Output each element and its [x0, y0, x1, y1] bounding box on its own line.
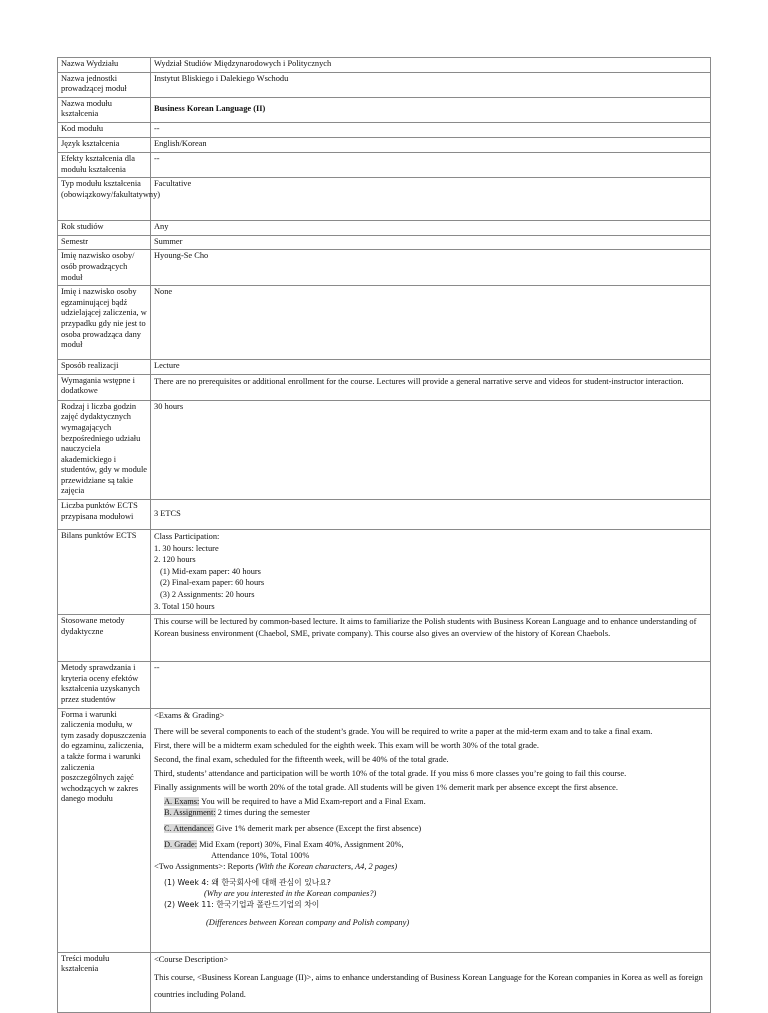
row-hours — [58, 400, 711, 499]
row-semester — [58, 235, 711, 250]
row-teaching-methods — [58, 615, 711, 662]
label-unit: Nazwa jednostki prowadzącej moduł — [58, 72, 151, 97]
row-method — [58, 360, 711, 375]
balance-line: 1. 30 hours: lecture — [154, 543, 219, 553]
value-ects: 3 ETCS — [151, 500, 711, 530]
row-type — [58, 178, 711, 221]
value-faculty: Wydział Studiów Międzynarodowych i Politycznych — [151, 58, 711, 73]
row-module — [58, 97, 711, 122]
label-prereq: Wymagania wstępne i dodatkowe — [58, 374, 151, 400]
grading-text-exams: You will be required to have a Mid Exam-report and a Final Exam. — [199, 796, 426, 806]
row-language — [58, 137, 711, 152]
grading-text-grade-2: Attendance 10%, Total 100% — [211, 850, 310, 860]
label-lecturer: Imię nazwisko osoby/ osób prowadzących moduł — [58, 250, 151, 286]
label-assessment: Metody sprawdzania i kryteria oceny efektów kształcenia uzyskanych przez studentów — [58, 662, 151, 708]
value-code: -- — [151, 122, 711, 137]
label-examiner: Imię i nazwisko osoby egzaminującej bądź udzielającej zaliczenia, w przypadku gdy nie jest to osoba prowadząca dany moduł — [58, 286, 151, 360]
value-examiner: None — [151, 286, 711, 360]
week4-translation: (Why are you interested in the Korean companies?) — [204, 888, 377, 898]
row-grading — [58, 708, 711, 952]
value-hours: 30 hours — [151, 400, 711, 499]
assignment-week11 — [154, 899, 707, 910]
grading-items — [164, 796, 707, 861]
value-lecturer: Hyoung-Se Cho — [151, 250, 711, 286]
content-heading: <Course Description> — [154, 954, 229, 964]
grading-text-attendance: Give 1% demerit mark per absence (Except the first absence) — [213, 823, 422, 833]
week11-title: (2) Week 11: 한국기업과 폴란드기업의 차이 — [164, 899, 320, 909]
label-grading: Forma i warunki zaliczenia modułu, w tym zasady dopuszczenia do egzaminu, zaliczenia, a także forma i warunki zaliczenia poszczególnych zajęć wchodzących w zakres danego modułu — [58, 708, 151, 952]
row-prereq — [58, 374, 711, 400]
grading-heading: <Exams & Grading> — [154, 710, 225, 720]
value-content — [151, 952, 711, 1012]
label-type: Typ modułu kształcenia (obowiązkowy/fakultatywny) — [58, 178, 151, 221]
value-outcomes: -- — [151, 152, 711, 177]
assignment-week4 — [154, 877, 707, 899]
value-semester: Summer — [151, 235, 711, 250]
two-assignments-label: <Two Assignments>: Reports — [154, 861, 256, 871]
value-teaching-methods: This course will be lectured by common-based lecture. It aims to familiarize the Polish students with Business Korean Language and to enhance understanding of Korean business environment (Chaebol, SME, private company). This course also gives an overview of the history of Korean Chaebols. — [151, 615, 711, 662]
balance-line: 3. Total 150 hours — [154, 601, 215, 611]
label-hours: Rodzaj i liczba godzin zajęć dydaktycznych wymagających bezpośredniego udziału nauczyciela akademickiego i studentów, gdy w module przewidziane są takie zajęcia — [58, 400, 151, 499]
balance-line: Class Participation: — [154, 532, 220, 542]
row-balance — [58, 530, 711, 615]
grading-paragraph: Third, students’ attendance and participation will be worth 10% of the total grade. If you miss 6 more classes you’re going to fail this course. — [154, 768, 627, 778]
value-unit: Instytut Bliskiego i Dalekiego Wschodu — [151, 72, 711, 97]
grading-item-attendance — [164, 823, 707, 834]
row-lecturer — [58, 250, 711, 286]
week4-title: (1) Week 4: 왜 한국회사에 대해 관심이 있나요? — [164, 877, 331, 887]
label-content: Treści modułu kształcenia — [58, 952, 151, 1012]
row-code — [58, 122, 711, 137]
row-ects — [58, 500, 711, 530]
row-outcomes — [58, 152, 711, 177]
balance-line: (3) 2 Assignments: 20 hours — [160, 590, 255, 600]
value-language: English/Korean — [151, 137, 711, 152]
grading-paragraph: Second, the final exam, scheduled for the fifteenth week, will be 40% of the total grade. — [154, 754, 449, 764]
label-code: Kod modułu — [58, 122, 151, 137]
label-outcomes: Efekty kształcenia dla modułu kształcenia — [58, 152, 151, 177]
grading-label-grade: D. Grade: — [164, 839, 198, 849]
value-module: Business Korean Language (II) — [154, 104, 266, 114]
grading-item-grade — [164, 839, 707, 850]
content-text: This course, <Business Korean Language (II)>, aims to enhance understanding of Business Korean Language for the Korean companies in Korea as well as foreign countries including Poland. — [154, 972, 703, 999]
balance-line: 2. 120 hours — [154, 555, 196, 565]
label-language: Język kształcenia — [58, 137, 151, 152]
grading-text-assignment: 2 times during the semester — [215, 807, 310, 817]
value-balance — [151, 530, 711, 615]
grading-label-assignment: B. Assignment: — [164, 807, 216, 817]
row-assessment — [58, 662, 711, 708]
row-content — [58, 952, 711, 1012]
grading-text-grade: Mid Exam (report) 30%, Final Exam 40%, Assignment 20%, — [197, 839, 404, 849]
value-grading — [151, 708, 711, 952]
value-method: Lecture — [151, 360, 711, 375]
two-assignments-note: (With the Korean characters, A4, 2 pages) — [255, 861, 398, 871]
balance-line: (2) Final-exam paper: 60 hours — [160, 578, 265, 588]
grading-label-exams: A. Exams: — [164, 796, 200, 806]
value-type: Facultative — [151, 178, 711, 221]
grading-paragraph: First, there will be a midterm exam scheduled for the eighth week. This exam will be worth 30% of the total grade. — [154, 740, 539, 750]
grading-item-assignment — [164, 807, 707, 818]
label-module: Nazwa modułu kształcenia — [58, 97, 151, 122]
balance-line: (1) Mid-exam paper: 40 hours — [160, 566, 261, 576]
row-faculty — [58, 58, 711, 73]
value-prereq: There are no prerequisites or additional enrollment for the course. Lectures will provide a general narrative serve and videos for student-instructor interaction. — [151, 374, 711, 400]
two-assignments — [154, 861, 707, 872]
label-faculty: Nazwa Wydziału — [58, 58, 151, 73]
row-unit — [58, 72, 711, 97]
syllabus-table — [57, 57, 711, 1013]
label-ects: Liczba punktów ECTS przypisana modułowi — [58, 500, 151, 530]
grading-label-attendance: C. Attendance: — [164, 823, 214, 833]
grading-item-exams — [164, 796, 707, 807]
value-year: Any — [151, 221, 711, 236]
grading-paragraph: Finally assignments will be worth 20% of the total grade. All students will be given 1% demerit mark per absence except the first absence. — [154, 782, 618, 792]
row-examiner — [58, 286, 711, 360]
grading-paragraph: There will be several components to each of the student’s grade. You will be required to write a paper at the mid-term exam and to take a final exam. — [154, 726, 653, 736]
label-method: Sposób realizacji — [58, 360, 151, 375]
label-teaching-methods: Stosowane metody dydaktyczne — [58, 615, 151, 662]
value-assessment: -- — [151, 662, 711, 708]
label-year: Rok studiów — [58, 221, 151, 236]
label-semester: Semestr — [58, 235, 151, 250]
row-year — [58, 221, 711, 236]
week11-translation: (Differences between Korean company and Polish company) — [206, 917, 410, 927]
label-balance: Bilans punktów ECTS — [58, 530, 151, 615]
value-module-cell — [151, 97, 711, 122]
